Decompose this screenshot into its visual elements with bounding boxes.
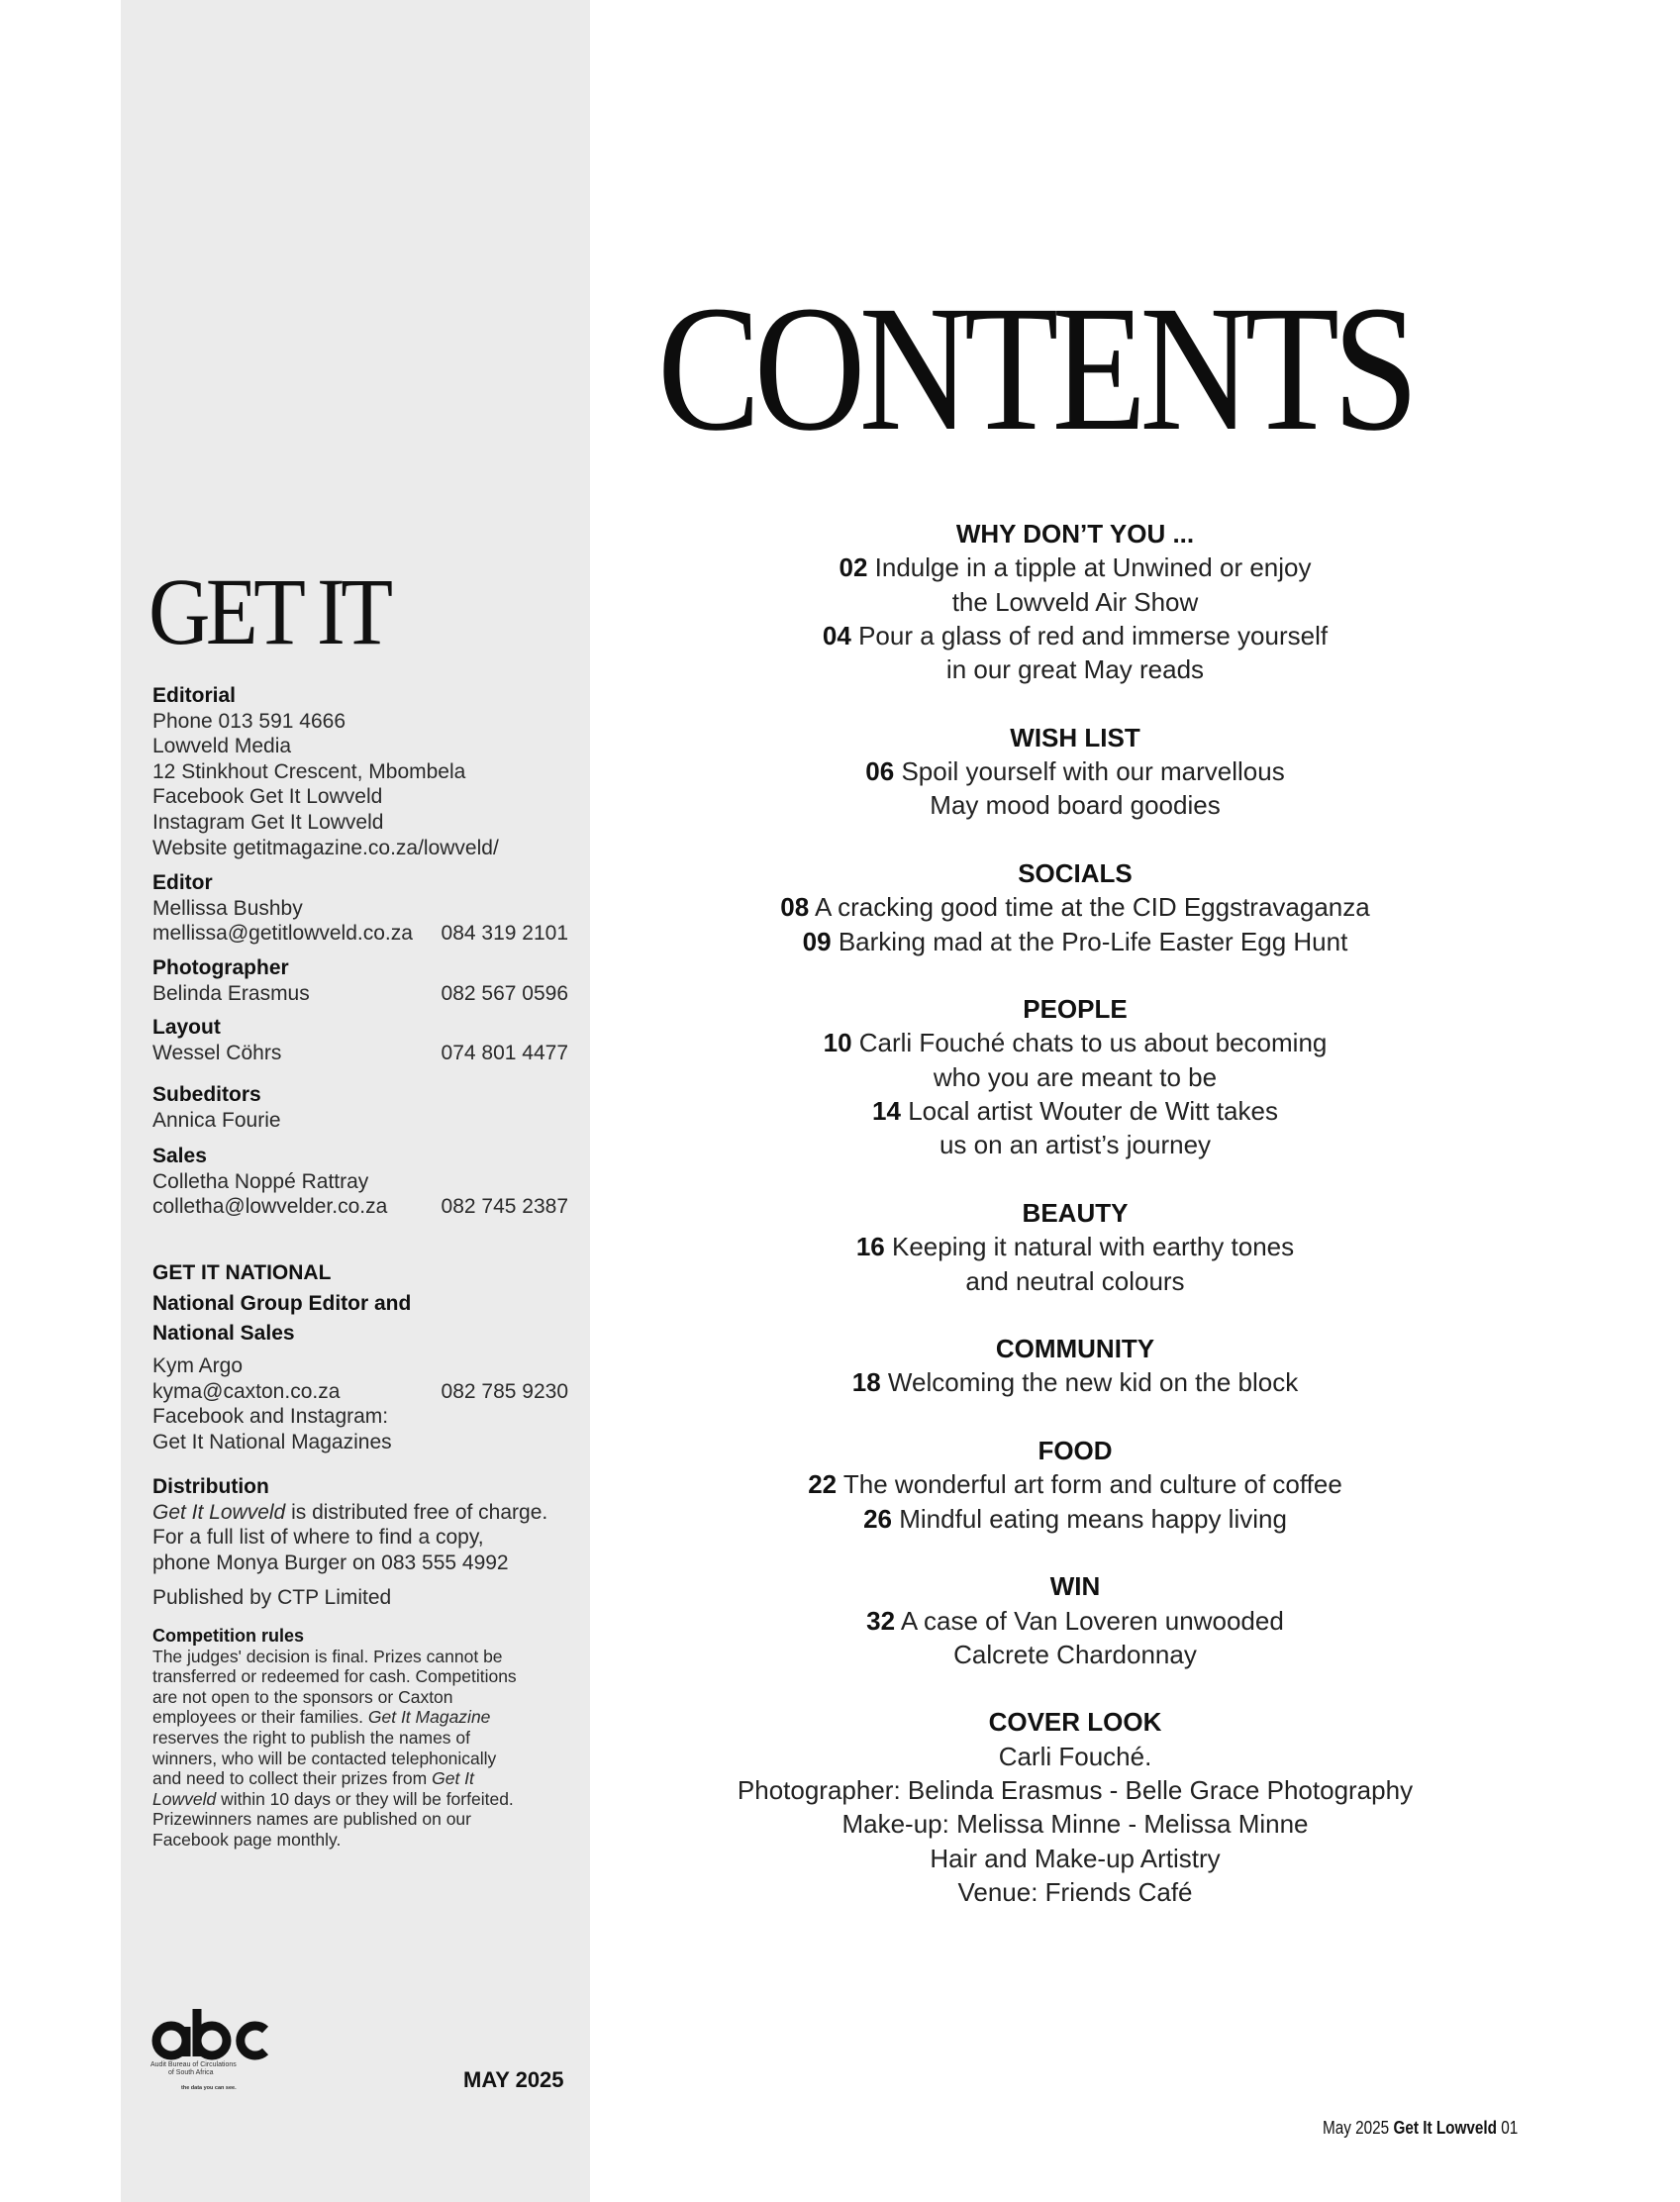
toc-entry-line (705, 1128, 1445, 1161)
rules-line: winners, who will be contacted telephonically (152, 1748, 497, 1768)
toc-entry-text: Mindful eating means happy living (899, 1503, 1287, 1534)
toc-page-number: 16 (855, 1232, 885, 1262)
sales-heading: Sales (152, 1145, 207, 1167)
toc-entry-line (705, 890, 1445, 924)
national-name: Kym Argo (152, 1354, 244, 1377)
toc-section (705, 1434, 1445, 1536)
cover-look-heading: COVER LOOK (988, 1707, 1162, 1738)
toc-entry-line (705, 585, 1445, 619)
sales-phone: 082 745 2387 (441, 1195, 568, 1219)
subeditors-heading: Subeditors (152, 1083, 261, 1106)
layout-heading: Layout (152, 1016, 221, 1039)
rules-line: employees or their families. Get It Magazine (152, 1707, 491, 1728)
national-phone: 082 785 9230 (441, 1379, 568, 1403)
photographer-heading: Photographer (152, 956, 289, 979)
subeditors-name: Annica Fourie (152, 1108, 281, 1132)
toc-entry-line (705, 1094, 1445, 1128)
toc-section (705, 721, 1445, 823)
toc-section-heading: PEOPLE (1023, 994, 1128, 1025)
toc-entry-line (705, 550, 1445, 584)
toc-entry-line (705, 652, 1445, 686)
toc-entry-text: and neutral colours (965, 1265, 1185, 1296)
toc-entry-text: in our great May reads (945, 654, 1205, 685)
editor-heading: Editor (152, 871, 213, 894)
toc-page-number: 26 (863, 1503, 892, 1534)
rules-heading: Competition rules (152, 1626, 305, 1646)
rules-line: Facebook page monthly. (152, 1829, 342, 1850)
sales-block (152, 1144, 568, 1220)
layout-name: Wessel Cöhrs (152, 1041, 282, 1064)
cover-look-line: Photographer: Belinda Erasmus - Belle Grace Photography (737, 1774, 1414, 1805)
toc-entry-text: Carli Fouché chats to us about becoming (858, 1028, 1328, 1058)
page-footer (1323, 2118, 1518, 2139)
toc-page-number: 18 (851, 1367, 881, 1398)
sales-email: colletha@lowvelder.co.za (152, 1195, 388, 1219)
toc-page-number: 02 (839, 552, 868, 583)
toc-entry-text: who you are meant to be (933, 1061, 1218, 1092)
toc-entry-line (705, 1502, 1445, 1536)
toc-entry-line (705, 619, 1445, 652)
toc-entry-text: Barking mad at the Pro-Life Easter Egg Hunt (838, 926, 1348, 956)
toc-page-number: 22 (808, 1469, 838, 1500)
national-sales-heading: National Sales (152, 1322, 295, 1345)
toc-entry-text: The wonderful art form and culture of coffee (842, 1469, 1342, 1500)
toc-section (705, 1332, 1445, 1400)
national-heading: GET IT NATIONAL (152, 1261, 332, 1284)
distribution-line-2: For a full list of where to find a copy, (152, 1526, 484, 1550)
toc-entry-line (705, 754, 1445, 788)
toc-section-heading: WISH LIST (1010, 722, 1140, 752)
national-block (152, 1353, 568, 1454)
toc-page-number: 08 (780, 892, 810, 923)
cover-look-line: Make-up: Melissa Minne - Melissa Minne (841, 1809, 1309, 1840)
toc-section (705, 1196, 1445, 1298)
toc-page-number: 04 (822, 620, 851, 651)
rules-line: reserves the right to publish the names of (152, 1727, 471, 1748)
footer-page-number: 01 (1501, 2118, 1519, 2138)
distribution-line-1: Get It Lowveld is distributed free of charge. (152, 1500, 548, 1524)
editorial-phone: Phone 013 591 4666 (152, 709, 346, 733)
editor-name: Mellissa Bushby (152, 896, 303, 920)
issue-date: MAY 2025 (463, 2067, 564, 2092)
layout-block (152, 1015, 568, 1065)
toc-entry-line (705, 1026, 1445, 1059)
competition-rules (152, 1626, 568, 1851)
toc-entry-line (705, 788, 1445, 822)
toc-sections (705, 517, 1445, 1671)
editorial-heading: Editorial (152, 684, 237, 707)
toc-section (705, 856, 1445, 958)
sales-name: Colletha Noppé Rattray (152, 1169, 369, 1193)
distribution-block (152, 1474, 568, 1575)
editor-email: mellissa@getitlowveld.co.za (152, 922, 413, 946)
rules-line: Prizewinners names are published on our (152, 1809, 471, 1830)
toc-page-number: 06 (865, 756, 895, 787)
editor-block (152, 870, 568, 947)
get-it-logo: GET IT (148, 558, 389, 664)
publisher-line: Published by CTP Limited (152, 1586, 392, 1609)
toc-entry-line (705, 925, 1445, 958)
abc-logo-icon (150, 2005, 274, 2064)
cover-look-line: Carli Fouché. (998, 1741, 1152, 1771)
toc-page-number: 10 (823, 1028, 852, 1058)
photographer-row (152, 981, 568, 1007)
toc-entry-line (705, 1060, 1445, 1094)
footer-magazine: Get It Lowveld (1393, 2118, 1498, 2138)
subeditors-block (152, 1082, 568, 1133)
toc-entry-line (705, 1365, 1445, 1399)
toc-entry-line (705, 1638, 1445, 1671)
editorial-instagram: Instagram Get It Lowveld (152, 810, 384, 834)
distribution-line-3: phone Monya Burger on 083 555 4992 (152, 1551, 509, 1574)
toc-entry-text: Spoil yourself with our marvellous (901, 756, 1285, 787)
abc-tagline: the data you can see. (181, 2085, 237, 2091)
cover-look-line: Hair and Make-up Artistry (930, 1843, 1221, 1873)
editor-contact-row (152, 921, 568, 947)
toc-section-heading: WIN (1049, 1571, 1101, 1602)
editor-phone: 084 319 2101 (441, 922, 568, 946)
abc-caption: Audit Bureau of Circulations of South Africa (150, 2061, 237, 2076)
toc-entry-text: Keeping it natural with earthy tones (892, 1232, 1295, 1262)
toc-entry-text: the Lowveld Air Show (951, 586, 1199, 617)
cover-look-section (705, 1705, 1445, 1909)
toc-entry-text: Local artist Wouter de Witt takes (908, 1096, 1278, 1127)
national-social-label: Facebook and Instagram: (152, 1405, 389, 1429)
editorial-block (152, 683, 568, 860)
layout-phone: 074 801 4477 (441, 1041, 568, 1064)
toc-entry-text: Calcrete Chardonnay (953, 1639, 1197, 1669)
toc-section (705, 1569, 1445, 1671)
toc-section-heading: FOOD (1038, 1436, 1113, 1466)
rules-line: transferred or redeemed for cash. Competitions (152, 1666, 517, 1687)
photographer-phone: 082 567 0596 (441, 981, 568, 1005)
rules-line: The judges' decision is final. Prizes cannot be (152, 1646, 503, 1666)
photographer-block (152, 955, 568, 1006)
page-title: CONTENTS (657, 269, 1413, 468)
table-of-contents (705, 517, 1445, 1943)
rules-line: are not open to the sponsors or Caxton (152, 1686, 453, 1707)
toc-entry-line (705, 1604, 1445, 1638)
editorial-address: 12 Stinkhout Crescent, Mbombela (152, 759, 466, 783)
rules-line: and need to collect their prizes from Get It (152, 1768, 474, 1789)
toc-entry-text: us on an artist’s journey (939, 1130, 1212, 1160)
toc-entry-line (705, 1467, 1445, 1501)
distribution-heading: Distribution (152, 1475, 269, 1498)
toc-page-number: 32 (866, 1605, 896, 1636)
toc-entry-text: Pour a glass of red and immerse yourself (858, 620, 1329, 651)
toc-section (705, 517, 1445, 686)
layout-row (152, 1041, 568, 1066)
toc-entry-text: A case of Van Loveren unwooded (900, 1605, 1284, 1636)
toc-entry-line (705, 1264, 1445, 1298)
toc-section (705, 992, 1445, 1161)
toc-page-number: 09 (802, 926, 832, 956)
national-contact-row (152, 1379, 568, 1405)
national-email: kyma@caxton.co.za (152, 1379, 341, 1403)
toc-section-heading: COMMUNITY (995, 1334, 1155, 1364)
footer-date: May 2025 (1323, 2118, 1390, 2138)
toc-page-number: 14 (872, 1096, 901, 1127)
toc-section-heading: WHY DON’T YOU ... (955, 519, 1195, 549)
distribution-title: Get It Lowveld (152, 1500, 286, 1524)
cover-look-line: Venue: Friends Café (957, 1876, 1193, 1907)
toc-section-heading: SOCIALS (1018, 857, 1133, 888)
toc-entry-text: A cracking good time at the CID Eggstravaganza (814, 892, 1370, 923)
toc-entry-text: Indulge in a tipple at Unwined or enjoy (874, 552, 1312, 583)
toc-entry-text: May mood board goodies (930, 790, 1221, 821)
rules-line: Lowveld within 10 days or they will be forfeited. (152, 1788, 514, 1809)
national-headings (152, 1258, 568, 1350)
national-editor-heading: National Group Editor and (152, 1291, 412, 1315)
photographer-name: Belinda Erasmus (152, 981, 310, 1005)
toc-entry-line (705, 1230, 1445, 1263)
sales-contact-row (152, 1194, 568, 1220)
toc-entry-text: Welcoming the new kid on the block (887, 1367, 1299, 1398)
national-social-name: Get It National Magazines (152, 1430, 392, 1453)
toc-section-heading: BEAUTY (1022, 1197, 1129, 1228)
editorial-website: Website getitmagazine.co.za/lowveld/ (152, 836, 499, 859)
editorial-facebook: Facebook Get It Lowveld (152, 785, 383, 809)
editorial-company: Lowveld Media (152, 735, 292, 758)
